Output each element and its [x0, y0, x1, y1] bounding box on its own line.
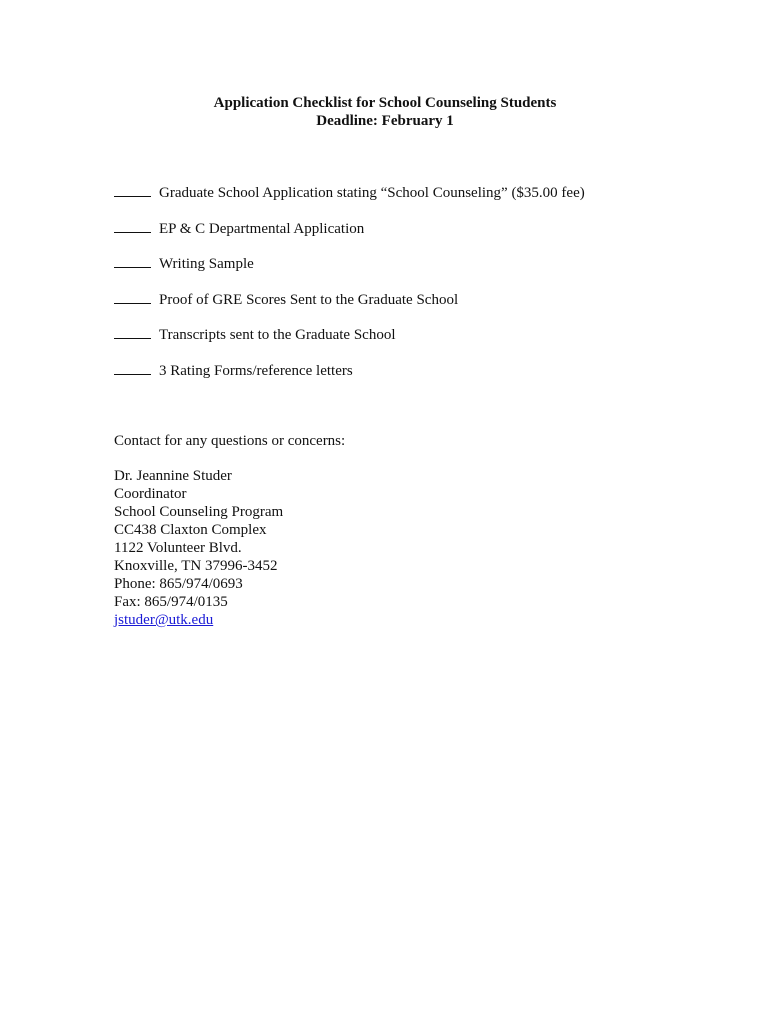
checklist-item-graduate-application: [114, 182, 734, 218]
checklist: [114, 182, 734, 396]
contact-office: CC438 Claxton Complex: [114, 522, 267, 538]
contact-program: School Counseling Program: [114, 504, 284, 520]
checklist-item-gre-scores: [114, 289, 734, 325]
checklist-item-label: Writing Sample: [159, 256, 254, 273]
checklist-item-label: Transcripts sent to the Graduate School: [159, 327, 396, 344]
contact-street: 1122 Volunteer Blvd.: [114, 540, 242, 556]
checkbox-blank: [114, 253, 151, 268]
contact-role: Coordinator: [114, 486, 187, 502]
contact-phone: Phone: 865/974/0693: [114, 576, 243, 592]
checkbox-blank: [114, 289, 151, 304]
checklist-item-label: 3 Rating Forms/reference letters: [159, 362, 353, 379]
checklist-item-label: Graduate School Application stating “School Counseling” ($35.00 fee): [159, 185, 585, 201]
contact-fax: Fax: 865/974/0135: [114, 594, 228, 610]
title-block: [0, 94, 770, 130]
checkbox-blank: [114, 182, 151, 197]
contact-block: [114, 432, 345, 629]
checkbox-blank: [114, 324, 151, 339]
contact-heading: Contact for any questions or concerns:: [114, 433, 346, 449]
contact-city: Knoxville, TN 37996-3452: [114, 558, 278, 574]
checklist-item-label: EP & C Departmental Application: [159, 220, 365, 237]
checklist-item-departmental-application: [114, 218, 734, 254]
checkbox-blank: [114, 360, 151, 375]
checklist-item-writing-sample: [114, 253, 734, 289]
checklist-item-rating-forms: [114, 360, 734, 396]
document-title: Application Checklist for School Counseling Students: [213, 95, 557, 111]
checkbox-blank: [114, 218, 151, 233]
checklist-item-label: Proof of GRE Scores Sent to the Graduate School: [159, 291, 459, 308]
checklist-item-transcripts: [114, 324, 734, 360]
deadline-heading: Deadline: February 1: [316, 113, 454, 129]
contact-email-link[interactable]: jstuder@utk.edu: [114, 612, 214, 628]
contact-name: Dr. Jeannine Studer: [114, 468, 232, 484]
